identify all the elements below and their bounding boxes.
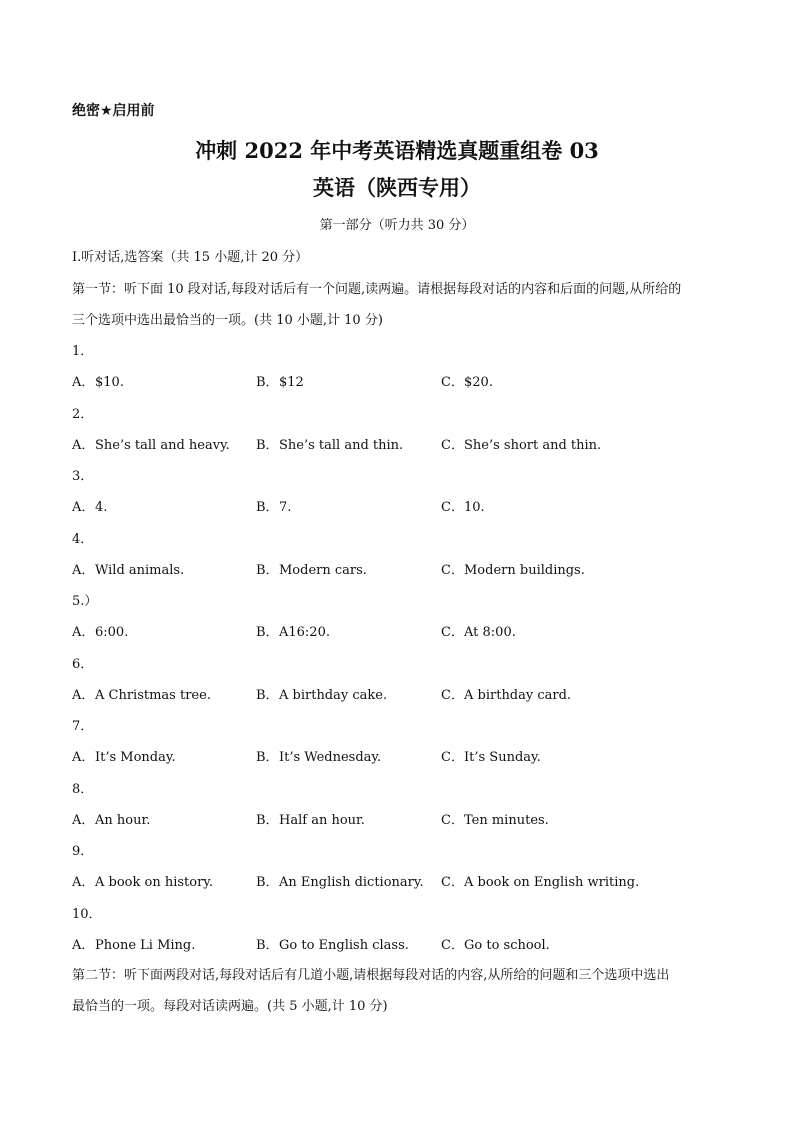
option-letter: A．	[72, 937, 95, 953]
option-text: Half an hour.	[279, 812, 365, 828]
option-letter: C．	[441, 437, 464, 453]
option-text: A16:20.	[279, 625, 330, 640]
option-a	[72, 373, 124, 393]
option-letter: A．	[72, 375, 95, 390]
option-text: It’s Sunday.	[464, 750, 541, 765]
option-text: 10.	[464, 500, 485, 515]
option-text: $20.	[464, 375, 493, 390]
option-letter: C．	[441, 375, 464, 390]
option-letter: B．	[256, 875, 279, 890]
option-text: An hour.	[95, 812, 151, 828]
option-a	[72, 436, 230, 456]
option-text: A book on history.	[95, 875, 214, 890]
part2-instruction-line2: 最恰当的一项。每段对话读两遍。(共 5 小题,计 10 分)	[72, 999, 388, 1014]
option-a	[72, 623, 128, 643]
question-number: 3．	[72, 469, 94, 484]
option-text: Phone Li Ming.	[95, 937, 196, 953]
option-text: She’s tall and heavy.	[95, 437, 230, 453]
option-text: A birthday cake.	[279, 687, 388, 703]
part2-instruction-line1: 第二节：听下面两段对话,每段对话后有几道小题,请根据每段对话的内容,从所给的问题和三个选项中选出	[72, 968, 670, 983]
question-number: 1．	[72, 344, 94, 359]
option-b	[256, 936, 409, 956]
question-number: 5.）	[72, 594, 98, 609]
exam-title: 冲刺 2022 年中考英语精选真题重组卷 03	[195, 138, 599, 163]
option-text: Go to English class.	[279, 937, 409, 953]
option-c	[441, 561, 585, 581]
option-b	[256, 436, 403, 456]
option-letter: A．	[72, 500, 95, 515]
option-b	[256, 623, 330, 643]
option-text: 7.	[279, 500, 292, 515]
question-number: 4．	[72, 531, 94, 547]
option-b	[256, 811, 365, 831]
option-text: It’s Monday.	[95, 750, 176, 765]
option-letter: B．	[256, 562, 279, 578]
part1-instruction-line2: 三个选项中选出最恰当的一项。(共 10 小题,计 10 分)	[72, 313, 383, 328]
option-c	[441, 436, 601, 456]
option-a	[72, 873, 213, 893]
option-b	[256, 873, 424, 893]
option-letter: B．	[256, 687, 279, 703]
option-letter: C．	[441, 562, 464, 578]
option-text: Modern cars.	[279, 562, 367, 578]
option-a	[72, 811, 150, 831]
option-letter: B．	[256, 750, 279, 765]
option-text: Ten minutes.	[464, 812, 549, 828]
option-text: An English dictionary.	[279, 875, 424, 890]
question-number: 2．	[72, 406, 94, 422]
section-heading: Ⅰ.听对话,选答案（共 15 小题,计 20 分）	[72, 250, 309, 265]
option-letter: A．	[72, 687, 95, 703]
option-letter: B．	[256, 500, 279, 515]
option-letter: A．	[72, 562, 95, 578]
option-a	[72, 498, 107, 518]
option-letter: B．	[256, 937, 279, 953]
question-number: 8．	[72, 781, 94, 797]
option-text: A birthday card.	[464, 687, 572, 703]
option-letter: A．	[72, 437, 95, 453]
option-text: It’s Wednesday.	[279, 750, 382, 765]
option-a	[72, 561, 184, 581]
option-letter: C．	[441, 937, 464, 953]
option-letter: B．	[256, 437, 279, 453]
part-label: 第一部分（听力共 30 分）	[319, 218, 475, 233]
exam-subtitle: 英语（陕西专用）	[313, 175, 481, 200]
option-text: At 8:00.	[464, 625, 516, 640]
option-letter: C．	[441, 687, 464, 703]
option-b	[256, 373, 304, 393]
option-a	[72, 686, 211, 706]
option-letter: A．	[72, 625, 95, 640]
question-number: 10．	[72, 906, 102, 922]
question-number: 9．	[72, 844, 94, 859]
part1-instruction-line1: 第一节：听下面 10 段对话,每段对话后有一个问题,读两遍。请根据每段对话的内容和后面的问题,从所给的	[72, 282, 682, 297]
option-text: 4.	[95, 500, 108, 515]
confidential-label: 绝密★启用前	[72, 103, 155, 119]
option-c	[441, 748, 541, 768]
option-text: She’s short and thin.	[464, 437, 602, 453]
option-b	[256, 748, 381, 768]
option-text: A Christmas tree.	[95, 687, 211, 703]
option-a	[72, 748, 176, 768]
option-letter: C．	[441, 750, 464, 765]
option-text: She’s tall and thin.	[279, 437, 404, 453]
option-text: $10.	[95, 375, 124, 390]
option-c	[441, 623, 516, 643]
option-text: Modern buildings.	[464, 562, 585, 578]
option-b	[256, 498, 291, 518]
option-c	[441, 873, 639, 893]
option-c	[441, 936, 550, 956]
option-letter: C．	[441, 875, 464, 890]
question-number: 7．	[72, 719, 94, 734]
option-b	[256, 561, 367, 581]
option-letter: B．	[256, 375, 279, 390]
option-letter: C．	[441, 625, 464, 640]
option-letter: A．	[72, 875, 95, 890]
option-letter: B．	[256, 625, 279, 640]
option-c	[441, 686, 571, 706]
option-text: Wild animals.	[95, 562, 185, 578]
option-text: A book on English writing.	[464, 875, 640, 890]
option-letter: B．	[256, 812, 279, 828]
option-letter: C．	[441, 500, 464, 515]
option-letter: A．	[72, 750, 95, 765]
option-text: Go to school.	[464, 937, 550, 953]
option-c	[441, 498, 485, 518]
option-letter: A．	[72, 812, 95, 828]
option-c	[441, 811, 549, 831]
option-b	[256, 686, 387, 706]
option-text: 6:00.	[95, 625, 129, 640]
option-a	[72, 936, 195, 956]
question-number: 6．	[72, 656, 94, 672]
option-c	[441, 373, 493, 393]
option-letter: C．	[441, 812, 464, 828]
option-text: $12	[279, 375, 304, 390]
